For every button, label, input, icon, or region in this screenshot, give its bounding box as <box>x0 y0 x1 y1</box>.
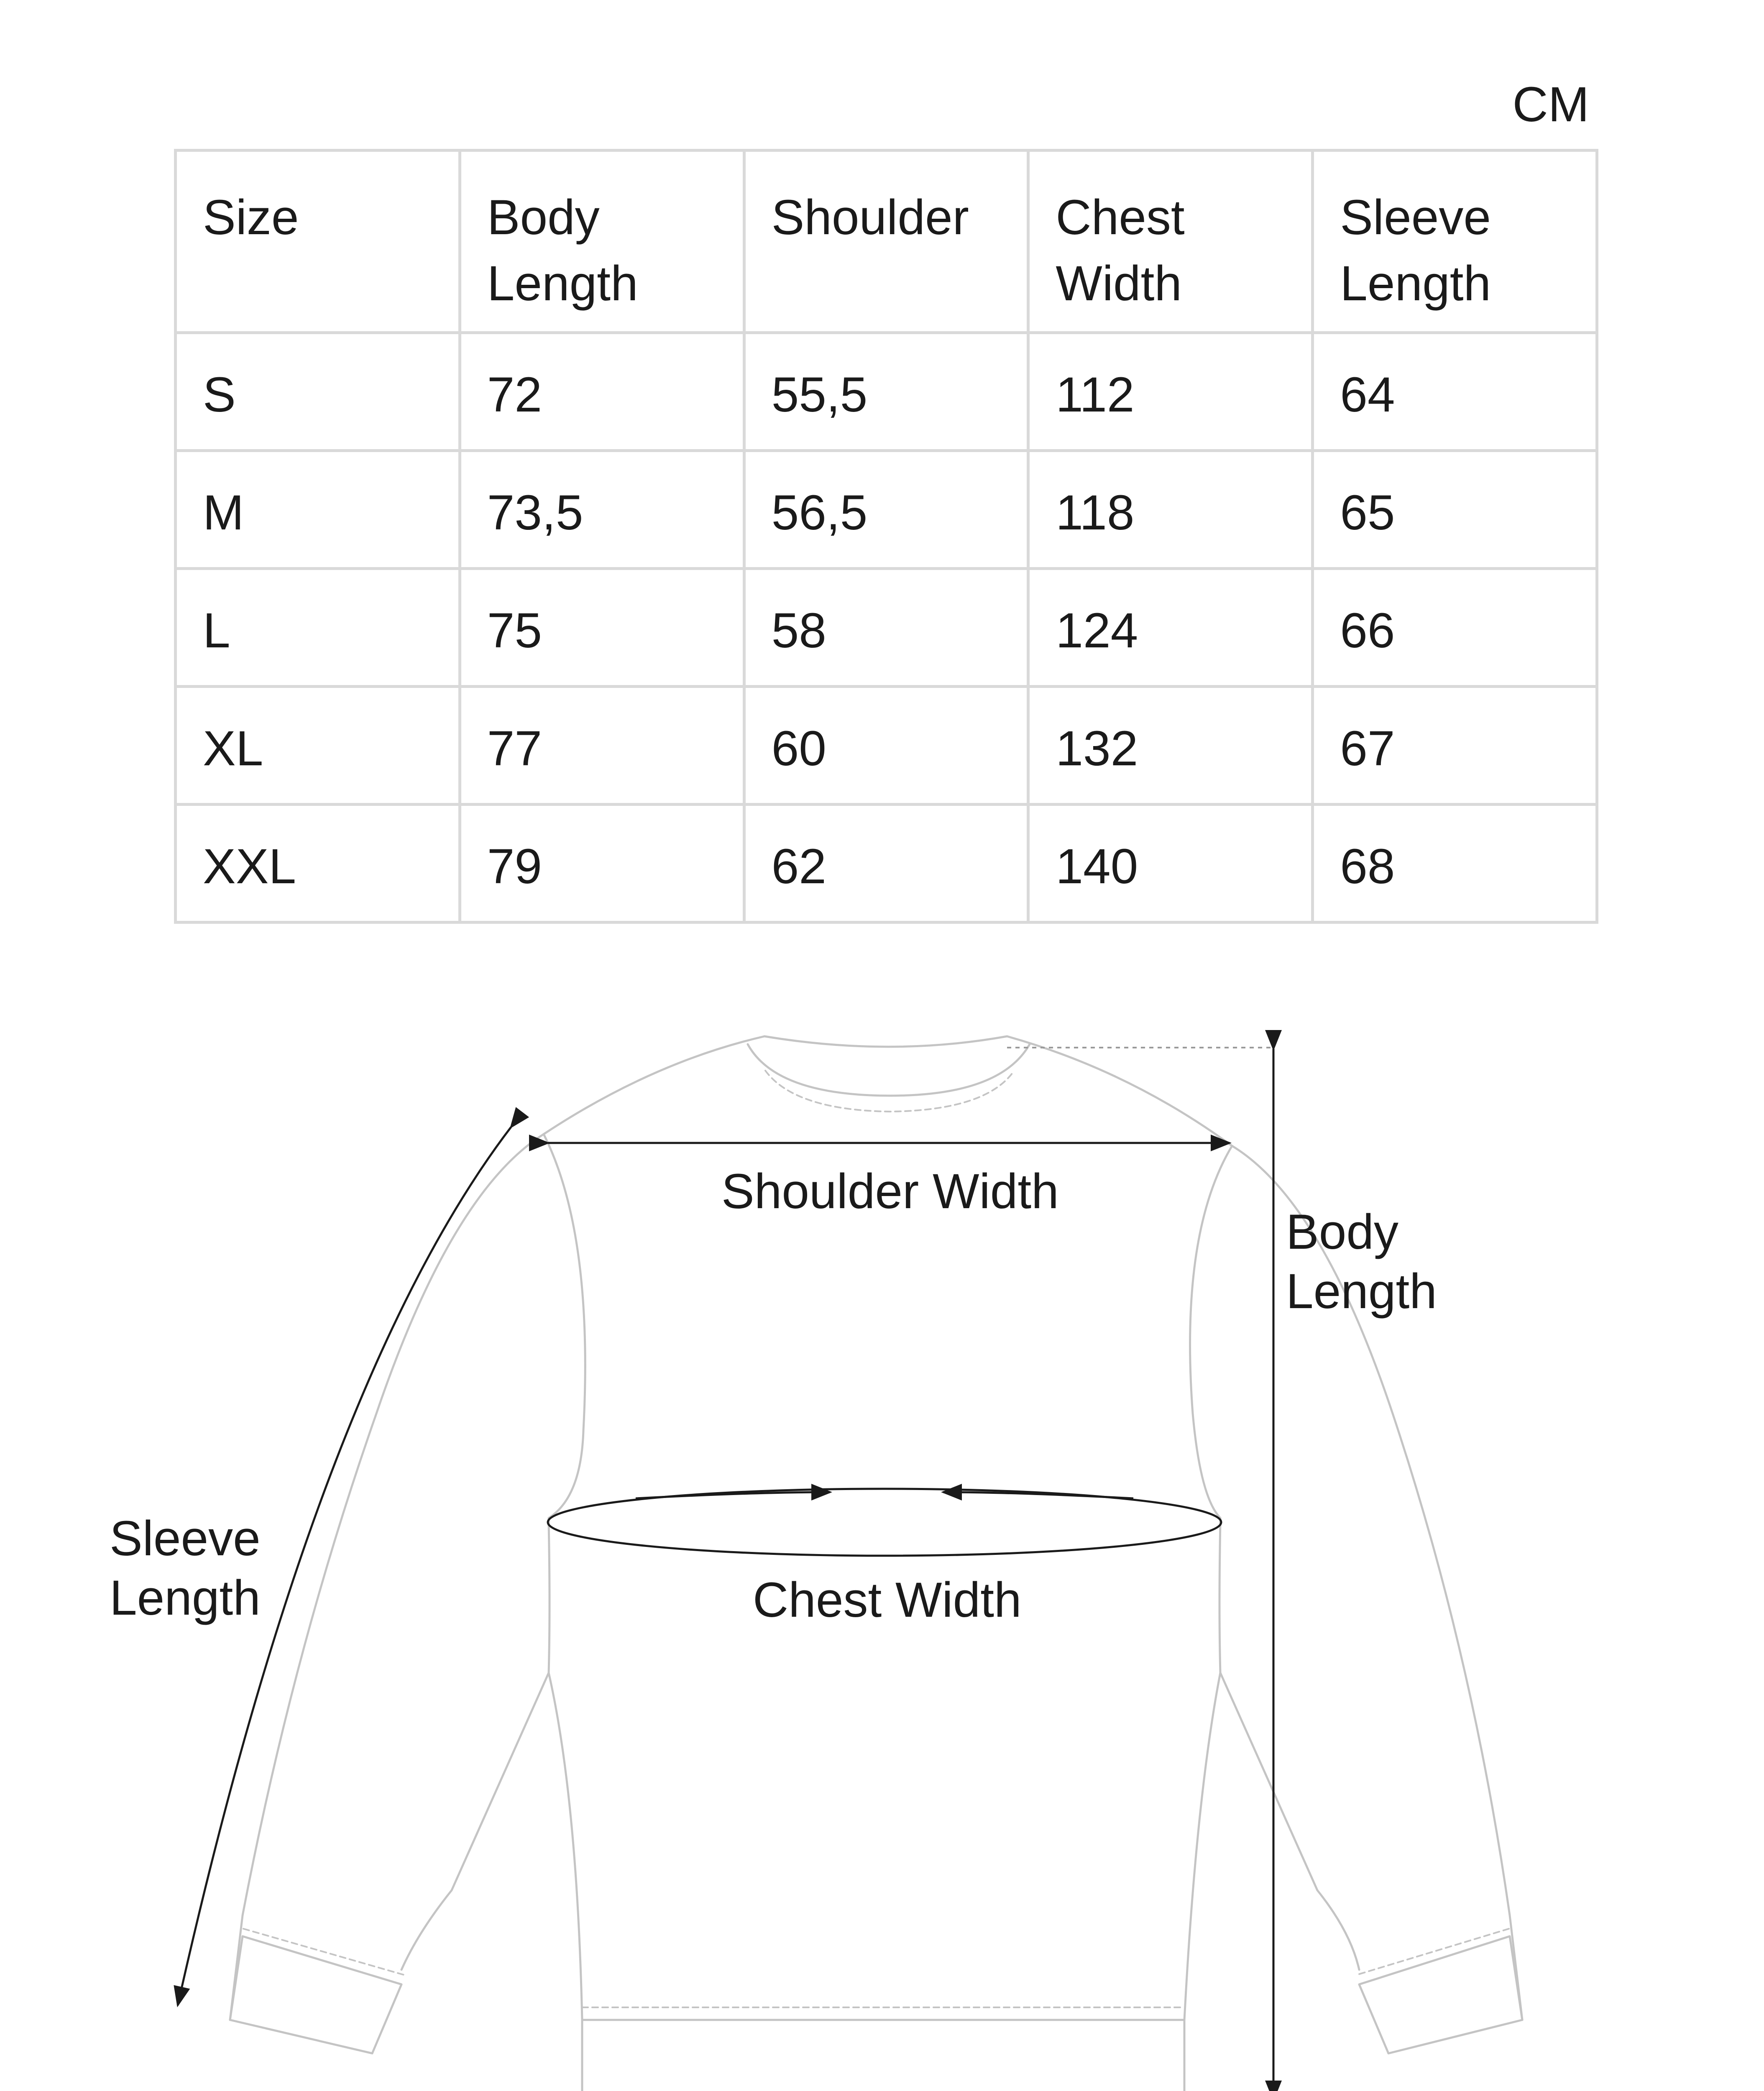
cell-body-length: 75 <box>460 569 744 687</box>
unit-label: CM <box>1512 77 1589 132</box>
cell-sleeve-length: 66 <box>1313 569 1597 687</box>
left-sleeve-inner <box>401 1673 549 1970</box>
cell-size: XL <box>176 687 460 805</box>
cell-size: S <box>176 333 460 451</box>
collar-outer <box>764 1036 1007 1047</box>
chest-width-arrow-left <box>636 1492 830 1498</box>
left-cuff-stitch <box>243 1929 404 1975</box>
cell-body-length: 73,5 <box>460 451 744 569</box>
cell-sleeve-length: 67 <box>1313 687 1597 805</box>
cell-chest-width: 124 <box>1028 569 1313 687</box>
left-sleeve-outer <box>230 1134 544 2020</box>
hem-band <box>582 2020 1184 2091</box>
left-shoulder <box>544 1036 764 1134</box>
cell-body-length: 72 <box>460 333 744 451</box>
header-shoulder: Shoulder <box>744 151 1028 333</box>
right-shoulder <box>1007 1036 1232 1146</box>
header-size: Size <box>176 151 460 333</box>
cell-shoulder: 56,5 <box>744 451 1028 569</box>
left-cuff <box>230 1936 401 2053</box>
cell-body-length: 79 <box>460 805 744 923</box>
cell-shoulder: 55,5 <box>744 333 1028 451</box>
cell-size: L <box>176 569 460 687</box>
cell-chest-width: 132 <box>1028 687 1313 805</box>
cell-shoulder: 62 <box>744 805 1028 923</box>
collar-stitch <box>765 1071 1014 1112</box>
cell-chest-width: 112 <box>1028 333 1313 451</box>
right-cuff-stitch <box>1357 1929 1509 1975</box>
header-sleeve-length: Sleeve Length <box>1313 151 1597 333</box>
header-chest-width: Chest Width <box>1028 151 1313 333</box>
left-body-side <box>544 1134 585 2020</box>
body-length-label: Body Length <box>1286 1204 1437 1319</box>
cell-sleeve-length: 64 <box>1313 333 1597 451</box>
cell-shoulder: 60 <box>744 687 1028 805</box>
cell-chest-width: 140 <box>1028 805 1313 923</box>
right-sleeve-inner <box>1220 1673 1359 1970</box>
cell-chest-width: 118 <box>1028 451 1313 569</box>
collar-inner <box>748 1044 1030 1096</box>
cell-body-length: 77 <box>460 687 744 805</box>
chest-width-arrow-right <box>943 1492 1133 1498</box>
right-body-side <box>1184 1146 1232 2020</box>
cell-size: M <box>176 451 460 569</box>
sleeve-length-label: Sleeve Length <box>110 1511 261 1626</box>
cell-size: XXL <box>176 805 460 923</box>
cell-sleeve-length: 68 <box>1313 805 1597 923</box>
cell-shoulder: 58 <box>744 569 1028 687</box>
cell-sleeve-length: 65 <box>1313 451 1597 569</box>
chest-width-label: Chest Width <box>753 1572 1022 1628</box>
shoulder-width-label: Shoulder Width <box>721 1164 1059 1219</box>
chest-width-ellipse <box>548 1489 1221 1556</box>
header-body-length: Body Length <box>460 151 744 333</box>
right-cuff <box>1359 1936 1522 2053</box>
